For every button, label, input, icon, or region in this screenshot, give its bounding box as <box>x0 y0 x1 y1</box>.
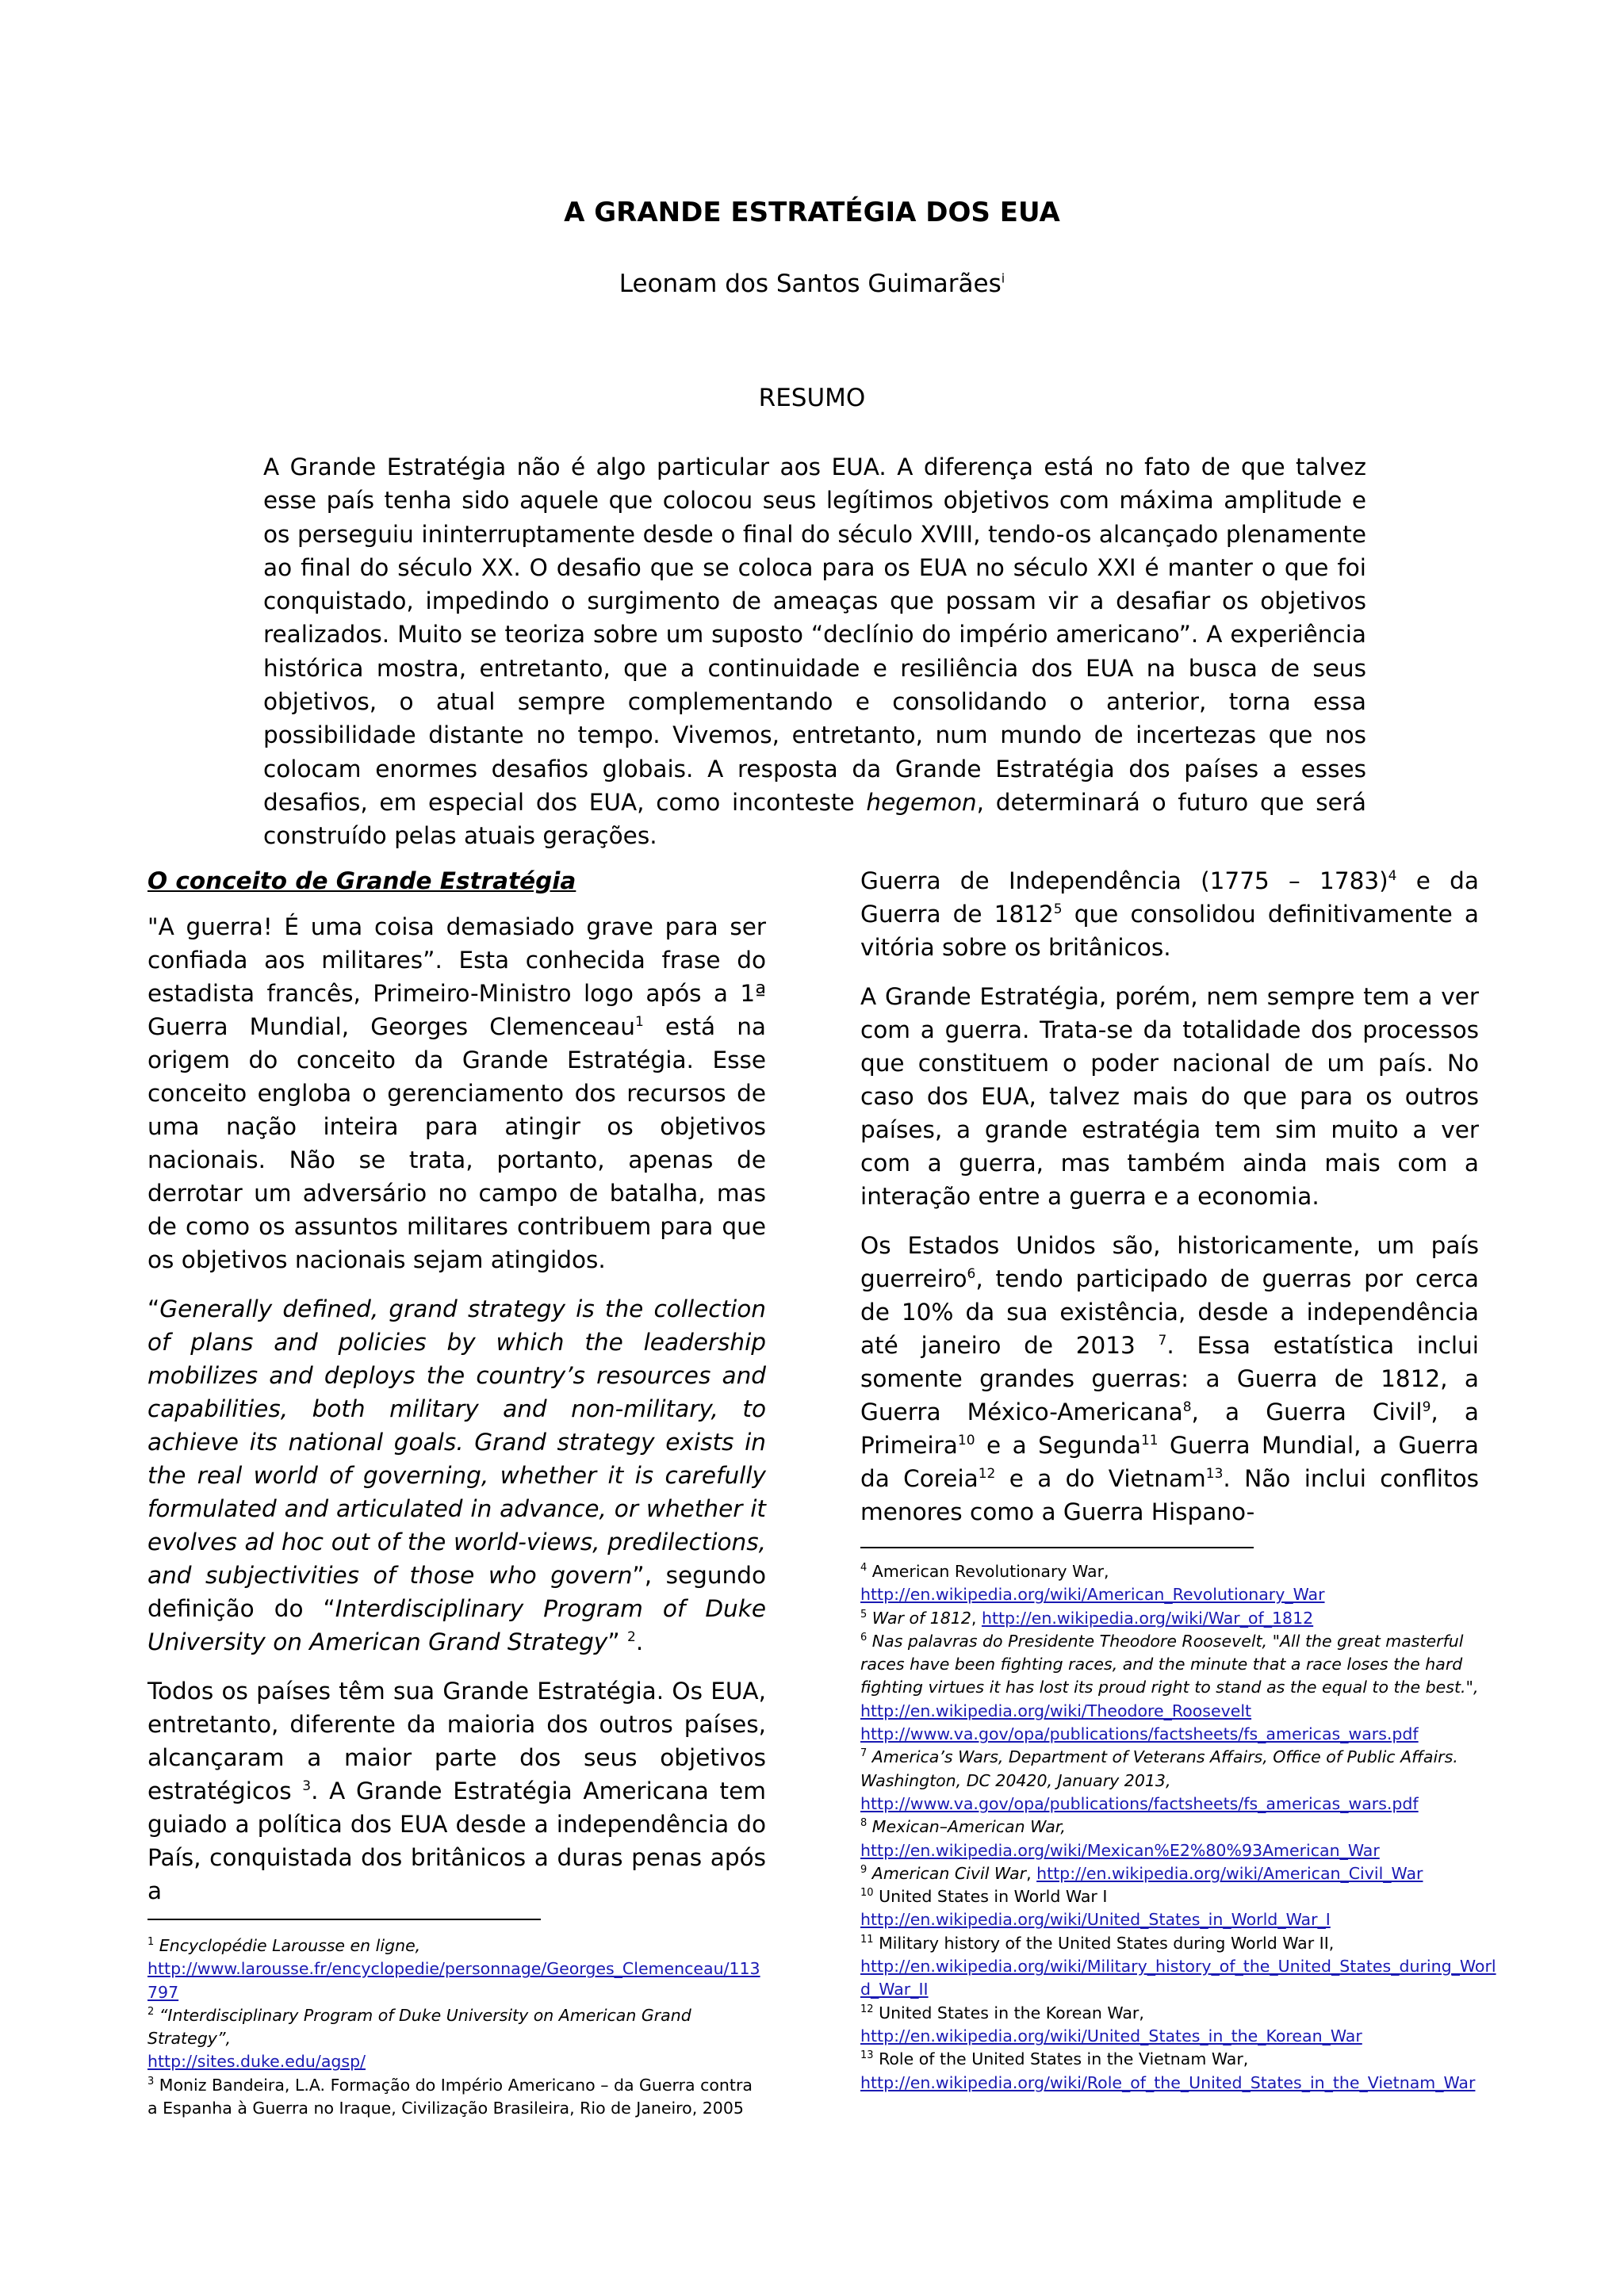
footnote-number: 6 <box>860 1632 868 1644</box>
footnote-text: Encyclopédie Larousse en ligne, <box>154 1936 421 1955</box>
footnote-3 <box>147 2074 766 2121</box>
author-name: Leonam dos Santos Guimarães <box>619 270 1002 298</box>
abstract-text <box>263 450 1366 853</box>
footnote-ref[interactable]: 10 <box>957 1433 975 1449</box>
author-line <box>0 270 1624 298</box>
text: “ <box>147 1295 160 1322</box>
footnote-link[interactable]: http://sites.duke.edu/agsp/ <box>147 2052 366 2072</box>
footnotes-right <box>860 1560 1503 2095</box>
footnote-1 <box>147 1934 766 1957</box>
footnote-ref[interactable]: 12 <box>978 1466 996 1483</box>
footnote-text: America’s Wars, Department of Veterans Affairs, Office of Public Affairs. Washington, DC 20420, January 2013, <box>860 1747 1458 1790</box>
footnote-9: $^9$ American Civil War, http://en.wikipedia.org/wiki/American_Civil_War <box>860 1863 1423 1883</box>
text: e a Segunda <box>975 1432 1141 1459</box>
footnote-link[interactable]: http://www.va.gov/opa/publications/factsheets/fs_americas_wars.pdf <box>860 1724 1419 1744</box>
footnote-6 <box>860 1630 1503 1700</box>
text: ” <box>607 1628 628 1655</box>
footnote-link[interactable]: http://en.wikipedia.org/wiki/War_of_1812 <box>981 1608 1314 1628</box>
text: . Não inclui conflitos menores como a Guerra Hispano- <box>860 1465 1479 1525</box>
footnote-text: Moniz Bandeira, L.A. Formação do Império Americano – da Guerra contra a Espanha à Guerra no Iraque, Civilização Brasileira, Rio de Janeiro, 2005 <box>147 2075 753 2118</box>
text: Os Estados Unidos são, historicamente, um país guerreiro <box>860 1232 1479 1292</box>
footnote-link[interactable]: http://en.wikipedia.org/wiki/United_States_in_World_War_I <box>860 1910 1331 1930</box>
footnote-ref[interactable]: 11 <box>1140 1433 1159 1449</box>
footnote-number: 11 <box>860 1933 874 1946</box>
text: , a Primeira <box>860 1399 1479 1459</box>
footnote-divider <box>147 1919 541 1920</box>
text: Todos os países têm sua Grande Estratégia. Os EUA, entretanto, diferente da maioria dos outros países, alcançaram a maior parte dos seus objetivos estratégicos <box>147 1678 766 1804</box>
footnote-number: 4 <box>860 1562 868 1575</box>
text: , tendo participado de guerras por cerca de 10% da sua existência, desde a independência até janeiro de 2013 <box>860 1265 1479 1359</box>
italic-text: Interdisciplinary Program of Duke University on American Grand Strategy <box>147 1595 766 1655</box>
text: . Essa estatística inclui somente grandes guerras: a Guerra de 1812, a Guerra México-Americana <box>860 1332 1479 1425</box>
abstract-italic: hegemon <box>866 788 977 816</box>
footnote-link[interactable]: http://en.wikipedia.org/wiki/Theodore_Roosevelt <box>860 1701 1252 1720</box>
footnote-link[interactable]: http://en.wikipedia.org/wiki/Military_history_of_the_United_States_during_World_War_II <box>860 1957 1496 1999</box>
paragraph: A Grande Estratégia, porém, nem sempre tem a ver com a guerra. Trata-se da totalidade dos processos que constituem o poder nacional de um país. No caso dos EUA, talvez mais do que para os outros países, a grande estratégia tem sim muito a ver com a guerra, mas também ainda mais com a interação entre a guerra e a economia. <box>860 983 1479 1210</box>
footnote-link[interactable]: http://en.wikipedia.org/wiki/American_Revolutionary_War <box>860 1585 1325 1605</box>
italic-quote: Generally defined, grand strategy is the collection of plans and policies by which the leadership mobilizes and deploys the country’s resources and capabilities, both military and non-military, to achieve its national goals. Grand strategy exists in the real world of governing, whether it is carefully formulated and articulated in advance, or whether it evolves ad hoc out of the world-views, predilections, and subjectivities of those who govern <box>147 1295 766 1589</box>
footnote-number: 13 <box>860 2049 874 2062</box>
document-title: A GRANDE ESTRATÉGIA DOS EUA <box>564 197 1060 228</box>
left-column <box>147 864 766 1923</box>
footnote-link[interactable]: http://www.larousse.fr/encyclopedie/personnage/Georges_Clemenceau/113797 <box>147 1959 760 2002</box>
footnote-number: 8 <box>860 1817 868 1830</box>
footnote-10 <box>860 1885 1503 1908</box>
text: ”, segundo definição do “ <box>147 1562 766 1622</box>
footnote-text: United States in World War I <box>873 1887 1108 1907</box>
paragraph <box>147 1674 766 1908</box>
footnote-ref[interactable]: 8 <box>1182 1399 1192 1416</box>
footnote-2 <box>147 2004 766 2051</box>
footnote-ref[interactable]: 13 <box>1205 1466 1224 1483</box>
text: , a Guerra Civil <box>1191 1399 1423 1425</box>
footnote-text: American Revolutionary War, <box>867 1562 1109 1581</box>
paragraph <box>860 1229 1479 1529</box>
footnote-link[interactable]: http://en.wikipedia.org/wiki/American_Civil_War <box>1036 1863 1423 1883</box>
quote-paragraph <box>147 1292 766 1659</box>
footnote-12 <box>860 2002 1503 2025</box>
abstract-heading: RESUMO <box>758 384 866 412</box>
text: Guerra de Independência (1775 – 1783) <box>860 867 1388 894</box>
text: "A guerra! É uma coisa demasiado grave para ser confiada aos militares”. Esta conhecida frase do estadista francês, Primeiro-Ministro logo após a 1ª Guerra Mundial, Georges Clemenceau <box>147 913 766 1040</box>
footnote-ref[interactable]: 5 <box>1053 901 1063 918</box>
footnote-text: Military history of the United States during World War II, <box>873 1933 1335 1953</box>
footnote-13 <box>860 2048 1503 2071</box>
footnote-text: War of 1812 <box>867 1608 971 1628</box>
footnote-7 <box>860 1746 1503 1793</box>
footnote-ref[interactable]: 7 <box>1158 1333 1167 1349</box>
footnote-text: “Interdisciplinary Program of Duke University on American Grand Strategy”, <box>147 2005 691 2049</box>
footnote-ref[interactable]: 9 <box>1422 1399 1431 1416</box>
section-heading: O conceito de Grande Estratégia <box>147 867 576 894</box>
footnote-text: Mexican–American War, <box>867 1817 1066 1837</box>
footnote-ref[interactable]: 4 <box>1388 868 1397 885</box>
footnote-text: Nas palavras do Presidente Theodore Roosevelt, "All the great masterful races have been fighting races, and the minute that a race loses the hard fighting virtues it has lost its proud right to stand as the equal to the best.", <box>860 1631 1479 1697</box>
abstract-part: A Grande Estratégia não é algo particular aos EUA. A diferença está no fato de que talvez esse país tenha sido aquele que colocou seus legítimos objetivos com máxima amplitude e os perseguiu ininterruptamente desde o final do século XVIII, tendo-os alcançado plenamente ao final do século XX. O desafio que se coloca para os EUA no século XXI é manter o que foi conquistado, impedindo o surgimento de ameaças que possam vir a desafiar os objetivos realizados. Muito se teoriza sobre um suposto “declínio do império americano”. A experiência histórica mostra, entretanto, que a continuidade e resiliência dos EUA na busca de seus objetivos, o atual sempre complementando e consolidando o anterior, torna essa possibilidade distante no tempo. Vivemos, entretanto, num mundo de incertezas que nos colocam enormes desafios globais. A resposta da Grande Estratégia dos países a esses desafios, em especial dos EUA, como inconteste <box>263 453 1366 816</box>
footnote-number: 10 <box>860 1887 874 1900</box>
footnote-text: American Civil War <box>867 1863 1027 1883</box>
footnote-number: 7 <box>860 1747 868 1760</box>
text: . A Grande Estratégia Americana tem guiado a política dos EUA desde a independência do País, conquistada dos britânicos a duras penas após a <box>147 1777 766 1904</box>
footnote-number: 9 <box>860 1864 868 1877</box>
footnote-ref[interactable]: 3 <box>302 1778 312 1795</box>
footnote-text: Role of the United States in the Vietnam War, <box>873 2049 1249 2069</box>
footnote-link[interactable]: http://en.wikipedia.org/wiki/Mexican%E2%80%93American_War <box>860 1840 1380 1860</box>
footnote-link[interactable]: http://en.wikipedia.org/wiki/United_States_in_the_Korean_War <box>860 2026 1362 2045</box>
footnote-ref[interactable]: 2 <box>627 1629 636 1646</box>
text: e a do Vietnam <box>995 1465 1206 1492</box>
paragraph <box>147 910 766 1276</box>
footnote-divider <box>860 1547 1254 1548</box>
footnote-number: 1 <box>147 1936 155 1949</box>
text: e da Guerra de 1812 <box>860 867 1479 928</box>
abstract-part: , determinará o futuro que será construído pelas atuais gerações. <box>263 788 1366 850</box>
footnote-number: 5 <box>860 1608 868 1621</box>
footnote-4 <box>860 1560 1503 1583</box>
footnote-ref[interactable]: 6 <box>967 1266 976 1283</box>
footnote-link[interactable]: http://www.va.gov/opa/publications/factsheets/fs_americas_wars.pdf <box>860 1793 1419 1813</box>
text: que consolidou definitivamente a vitória sobre os britânicos. <box>860 901 1479 961</box>
text: Guerra Mundial, a Guerra da Coreia <box>860 1432 1479 1492</box>
footnotes-left <box>147 1934 766 2120</box>
footnote-5: $^5$ War of 1812, http://en.wikipedia.org/wiki/War_of_1812 <box>860 1608 1314 1628</box>
footnote-ref[interactable]: 1 <box>634 1014 644 1031</box>
text: . <box>635 1628 644 1655</box>
footnote-link[interactable]: http://en.wikipedia.org/wiki/Role_of_the_United_States_in_the_Vietnam_War <box>860 2072 1476 2092</box>
paragraph <box>860 864 1479 964</box>
footnote-11 <box>860 1932 1503 1955</box>
footnote-number: 2 <box>147 2006 155 2019</box>
right-column <box>860 864 1479 1544</box>
text: está na origem do conceito da Grande Estratégia. Esse conceito engloba o gerenciamento dos recursos de uma nação inteira para atingir os objetivos nacionais. Não se trata, portanto, apenas de derrotar um adversário no campo de batalha, mas de como os assuntos militares contribuem para que os objetivos nacionais sejam atingidos. <box>147 1013 766 1273</box>
author-note-marker: i <box>1001 270 1005 286</box>
footnote-number: 3 <box>147 2075 155 2087</box>
footnote-8 <box>860 1816 1503 1839</box>
footnote-text: United States in the Korean War, <box>873 2003 1144 2022</box>
footnote-number: 12 <box>860 2003 874 2015</box>
